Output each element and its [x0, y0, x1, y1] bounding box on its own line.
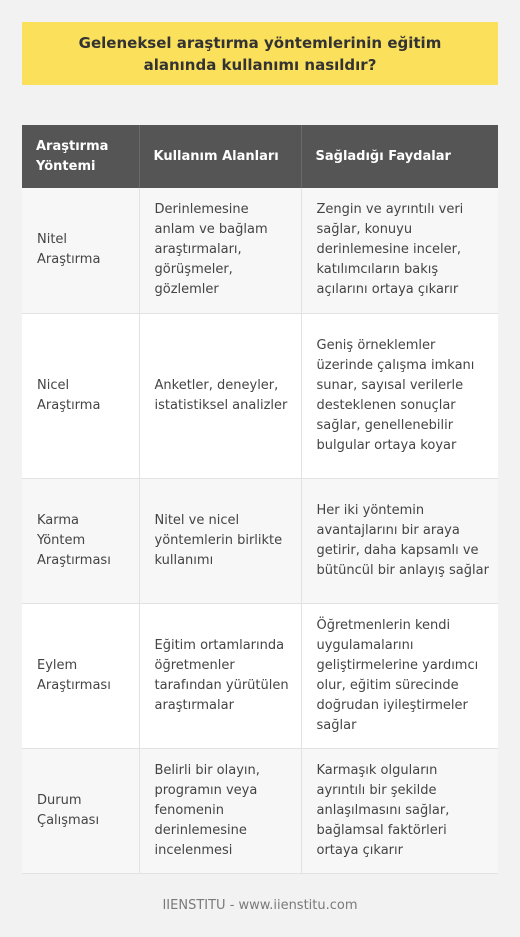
benefits-cell: Zengin ve ayrıntılı veri sağlar, konuyu derinlemesine inceler, katılımcıların bakış açılarını ortaya çıkarır [301, 188, 498, 313]
table-row [22, 188, 498, 313]
page-title: Geleneksel araştırma yöntemlerinin eğitim alanında kullanımı nasıldır? [78, 33, 442, 74]
table-row [22, 603, 498, 748]
method-cell: Karma Yöntem Araştırması [22, 478, 139, 603]
method-cell: Durum Çalışması [22, 748, 139, 873]
methods-table [22, 125, 498, 874]
title-banner [22, 22, 498, 85]
benefits-cell: Karmaşık olguların ayrıntılı bir şekilde anlaşılmasını sağlar, bağlamsal faktörleri ortaya çıkarır [301, 748, 498, 873]
usage-cell: Nitel ve nicel yöntemlerin birlikte kullanımı [139, 478, 301, 603]
benefits-cell: Geniş örneklemler üzerinde çalışma imkanı sunar, sayısal verilerle desteklenen sonuçlar sağlar, genellenebilir bulgular ortaya koyar [301, 313, 498, 478]
table-header-row [22, 125, 498, 188]
benefits-cell: Her iki yöntemin avantajlarını bir araya getirir, daha kapsamlı ve bütüncül bir anlayış sağlar [301, 478, 498, 603]
benefits-cell: Öğretmenlerin kendi uygulamalarını geliştirmelerine yardımcı olur, eğitim sürecinde doğrudan iyileştirmeler sağlar [301, 603, 498, 748]
header-method: Araştırma Yöntemi [22, 125, 139, 188]
footer-credit: IIENSTITU - www.iienstitu.com [162, 898, 358, 913]
usage-cell: Eğitim ortamlarında öğretmenler tarafından yürütülen araştırmalar [139, 603, 301, 748]
table-row [22, 313, 498, 478]
usage-cell: Anketler, deneyler, istatistiksel analizler [139, 313, 301, 478]
table-row [22, 748, 498, 873]
method-cell: Nitel Araştırma [22, 188, 139, 313]
method-cell: Nicel Araştırma [22, 313, 139, 478]
header-benefits: Sağladığı Faydalar [301, 125, 498, 188]
method-cell: Eylem Araştırması [22, 603, 139, 748]
usage-cell: Belirli bir olayın, programın veya fenomenin derinlemesine incelenmesi [139, 748, 301, 873]
usage-cell: Derinlemesine anlam ve bağlam araştırmaları, görüşmeler, gözlemler [139, 188, 301, 313]
table-row [22, 478, 498, 603]
header-usage: Kullanım Alanları [139, 125, 301, 188]
